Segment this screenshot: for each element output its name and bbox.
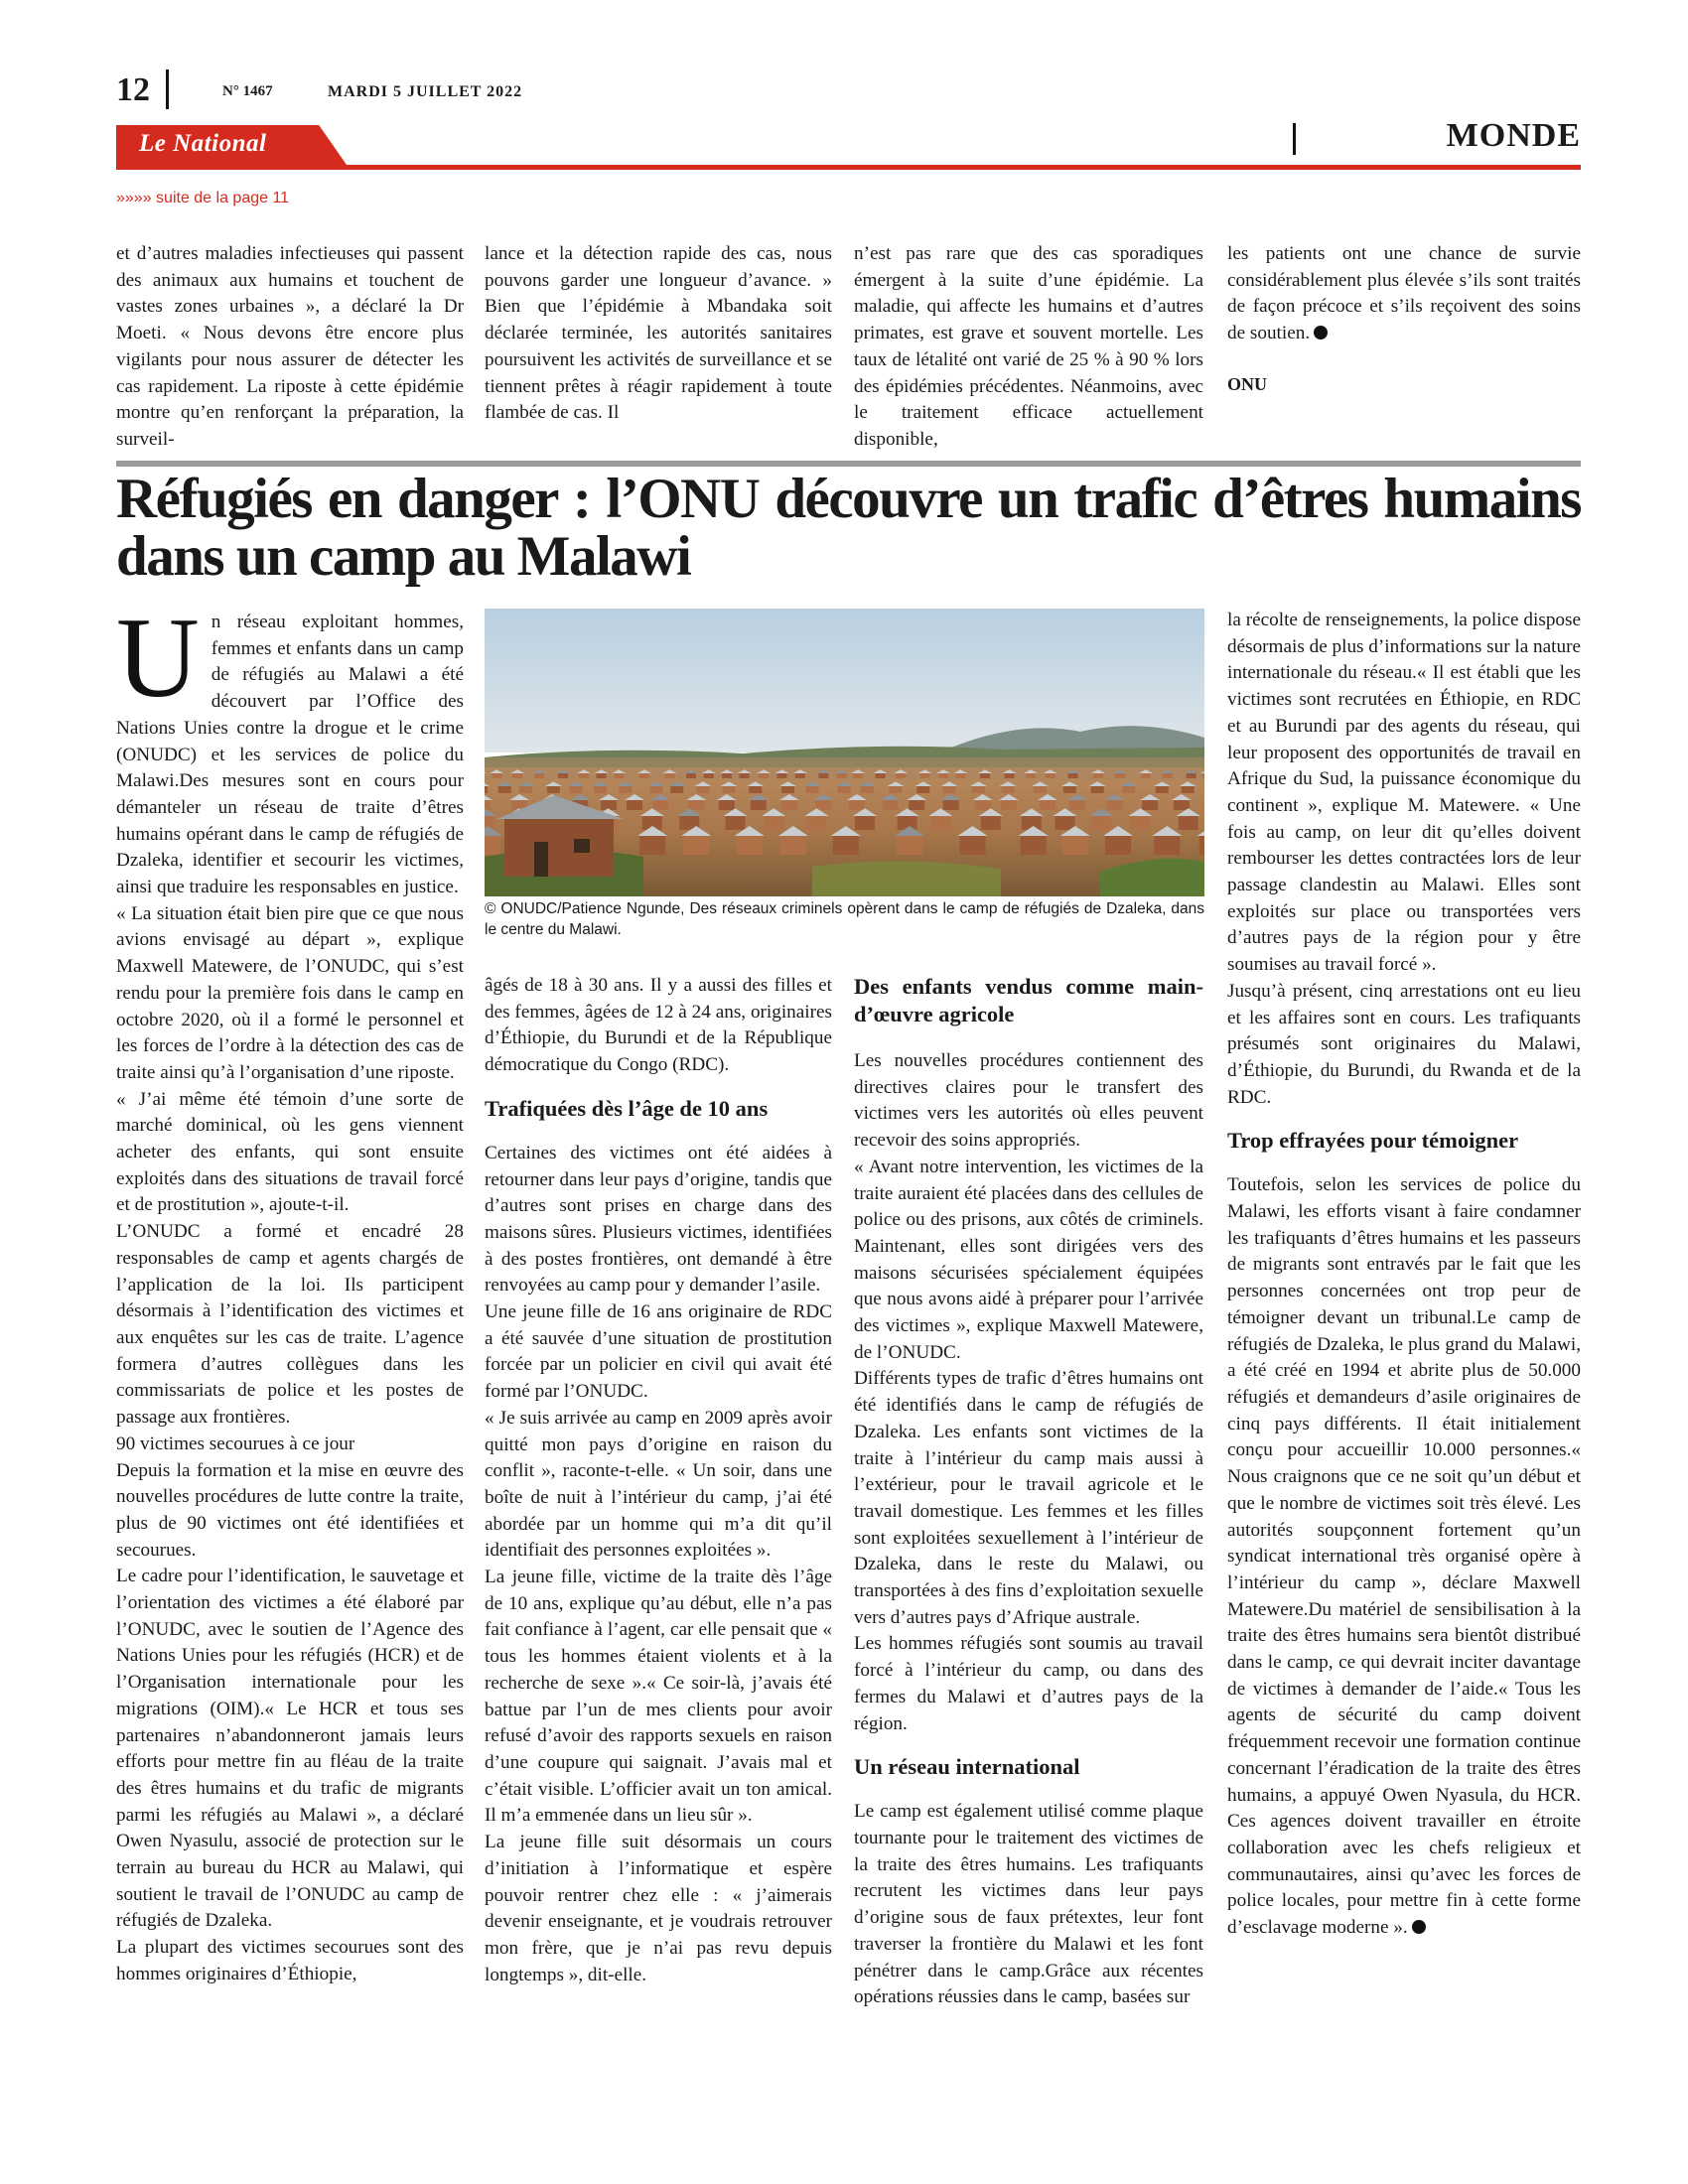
paragraph-text: Toutefois, selon les services de police du Malawi, les efforts visant à faire condamner les trafiquants d’êtres humains et les passeurs de migrants sont entravés par le fait que les personnes concernées ont trop peur de témoigner devant un tribunal.Le camp de réfugiés de Dzaleka, le plus grand du Malawi, a été créé en 1994 et abrite plus de 50.000 réfugiés et demandeurs d’asile originaires de cinq pays différents. Il était initialement conçu pour accueillir 10.000 personnes.« Nous craignons que ce ne soit qu’un début et que le nombre de victimes soit très élevé. Les autorités soupçonnent fortement qu’un syndicat international très organisé opère à l’intérieur du camp », déclare Maxwell Matewere.Du matériel de sensibilisation à la traite des êtres humains sera bientôt distribué dans le camp, ce qui devrait inciter davantage de victimes à demander de l’aide.« Tous les agents de sécurité du camp doivent fréquemment recevoir une formation continue concernant l’éradication de la traite des êtres humains, a appuyé Owen Nyasula, du HCR. Ces agences doivent travailler en étroite collaboration avec les chefs religieux et communautaires, ainsi qu’avec les forces de police locales, pour mettre fin à cette forme d’esclavage moderne ». [1227, 1174, 1581, 1939]
paragraph: « J’ai même été témoin d’une sorte de marché dominical, où les gens viennent acheter des enfants, qui sont ensuite exploités dans des situations de travail forcé et de prostitution », ajoute-t-il. [116, 1088, 464, 1216]
paragraph: n’est pas rare que des cas sporadiques émergent à la suite d’une épidémie. La maladie, qui affecte les humains et d’autres primates, est grave et souvent mortelle. Les taux de létalité ont varié de 25 % à 90 % lors des épidémies précédentes. Néanmoins, avec le traitement efficace actuellement disponible, [854, 243, 1203, 450]
drop-cap: U [116, 595, 200, 722]
paragraph: « Je suis arrivée au camp en 2009 après avoir quitté mon pays d’origine en raison du conflit », raconte-t-elle. « Un soir, dans une boîte de nuit à l’intérieur du camp, j’ai été abordée par un homme qui m’a dit qu’il identifiait des personnes exploitées ». [485, 1407, 832, 1562]
paragraph: L’ONUDC a formé et encadré 28 responsables de camp et agents chargés de l’application de la loi. Ils participent désormais à l’identification des victimes et aux enquêtes sur les cas de traite. L’agence formera d’autres collègues dans les commissariats de police et les postes de passage aux frontières. [116, 1221, 464, 1429]
paragraph: « La situation était bien pire que ce que nous avions envisagé au départ », explique Maxwell Matewere, de l’ONUDC, qui s’est rendu pour la première fois dans le camp en octobre 2020, où il a formé le personnel et les forces de l’ordre à la détection des cas de traite ainsi qu’à l’organisation d’une riposte. [116, 902, 464, 1083]
headline: Réfugiés en danger : l’ONU découvre un trafic d’êtres humains dans un camp au Malawi [116, 468, 1581, 588]
subheading: Des enfants vendus comme main-d’œuvre agricole [854, 974, 1203, 1026]
paragraph: La jeune fille suit désormais un cours d’initiation à l’informatique et espère pouvoir rentrer chez elle : « j’aimerais devenir enseignante, et je voudrais retrouver mon frère, que je n’ai pas revu depuis longtemps », dit-elle. [485, 1832, 832, 1985]
brand-name: Le National [139, 130, 267, 157]
paragraph: et d’autres maladies infectieuses qui passent des animaux aux humains et touchent de vastes zones urbaines », a déclaré la Dr Moeti. « Nous devons être encore plus vigilants pour nous assurer de détecter les cas rapidement. La riposte à cette épidémie montre qu’en renforçant la préparation, la surveil- [116, 243, 464, 450]
article-col4 [1227, 608, 1581, 1942]
paragraph: Les hommes réfugiés sont soumis au travail forcé à l’intérieur du camp, ou dans des fermes du Malawi et d’autres pays de la région. [854, 1633, 1203, 1734]
paragraph: Depuis la formation et la mise en œuvre des nouvelles procédures de lutte contre la traite, plus de 90 victimes ont été identifiées et secourues. [116, 1459, 464, 1561]
end-mark-icon [1314, 326, 1328, 340]
paragraph: Les nouvelles procédures contiennent des directives claires pour le transfert des victimes vers les autorités où elles peuvent recevoir des soins appropriés. [854, 1050, 1203, 1152]
section-divider [1293, 123, 1296, 155]
top-article-col1 [116, 241, 464, 454]
subheading: Trop effrayées pour témoigner [1227, 1128, 1519, 1154]
article-signature: ONU [1227, 373, 1267, 394]
refugee-camp-photo [485, 609, 1204, 896]
paragraph: la récolte de renseignements, la police dispose désormais de plus d’informations sur la nature internationale du réseau.« Il est établi que les victimes sont recrutées en Éthiopie, en RDC et au Burundi par des agents du réseau, qui leur proposent des opportunités de travail en Afrique du Sud, la puissance économique du continent », explique M. Matewere. « Une fois au camp, on leur dit qu’elles doivent rembourser les dettes contractées lors de leur passage clandestin au Malawi. Elles sont exploités sur place ou transportées vers d’autres pays de la région pour y être soumises au travail forcé ». [1227, 610, 1581, 976]
article-col3 [854, 973, 1203, 2011]
paragraph-text: les patients ont une chance de survie considérablement plus élevée s’ils sont traités de façon précoce et s’ils reçoivent des soins de soutien. [1227, 243, 1581, 344]
paragraph: 90 victimes secourues à ce jour [116, 1433, 355, 1454]
paragraph [1227, 1172, 1581, 1941]
end-mark-icon [1412, 1920, 1426, 1934]
paragraph: « Avant notre intervention, les victimes de la traite auraient été placées dans des cellules de police ou des prisons, aux côtés de criminels. Maintenant, elles sont dirigées vers des maisons sécurisées spécialement équipées que nous avons aidé à préparer pour l’arrivée des victimes », explique Maxwell Matewere, de l’ONUDC. [854, 1156, 1203, 1363]
article-col1 [116, 595, 464, 1988]
paragraph: Le camp est également utilisé comme plaque tournante pour le traitement des victimes de la traite des êtres humains. Les trafiquants recrutent les victimes dans leur pays d’origine sous de faux prétextes, leur font traverser la frontière du Malawi et les font pénétrer dans le camp.Grâce aux récentes opérations réussies dans le camp, basées sur [854, 1801, 1203, 2008]
top-article-col2 [485, 241, 832, 427]
subheading: Trafiquées dès l’âge de 10 ans [485, 1095, 769, 1121]
paragraph: La plupart des victimes secourues sont des hommes originaires d’Éthiopie, [116, 1937, 464, 1984]
paragraph: Le cadre pour l’identification, le sauvetage et l’orientation des victimes a été élaboré par l’ONUDC, avec le soutien de l’Agence des Nations Unies pour les réfugiés (HCR) et de l’Organisation internationale pour les migrations (OIM).« Le HCR et tous ses partenaires n’abandonneront jamais leurs efforts pour mettre fin au fléau de la traite des êtres humains et du trafic de migrants parmi les réfugiés au Malawi », a déclaré Owen Nyasulu, associé de protection sur le terrain au bureau du HCR au Malawi, qui soutient le travail de l’ONUDC au camp de réfugiés de Dzaleka. [116, 1566, 464, 1932]
paragraph: Différents types de trafic d’êtres humains ont été identifiés dans le camp de réfugiés de Dzaleka. Les enfants sont victimes de la traite à l’intérieur du camp mais aussi à l’extérieur, pour le travail agricole et le travail domestique. Les femmes et les filles sont exploitées sexuellement à l’intérieur de Dzaleka, dans le reste du Malawi, ou transportées à des fins d’exploitation sexuelle vers d’autres pays d’Afrique australe. [854, 1368, 1203, 1628]
photo-caption: © ONUDC/Patience Ngunde, Des réseaux criminels opèrent dans le camp de réfugiés de Dzaleka, dans le centre du Malawi. [485, 900, 1204, 938]
page-number: 12 [116, 71, 150, 108]
paragraph: Une jeune fille de 16 ans originaire de RDC a été sauvée d’une situation de prostitution forcée par un policier en civil qui avait été formé par l’ONUDC. [485, 1301, 832, 1403]
top-article-col3 [854, 241, 1203, 454]
header-rule [116, 165, 1581, 170]
paragraph: Certaines des victimes ont été aidées à retourner dans leur pays d’origine, tandis que d’autres sont prises en charge dans des maisons sûres. Plusieurs victimes, identifiées à des postes frontières, ont demandé à être renvoyées au camp pour y demander l’asile. [485, 1142, 832, 1297]
continued-from: »»»» suite de la page 11 [116, 190, 290, 206]
header-divider [166, 69, 169, 109]
paragraph [116, 595, 464, 901]
top-article-col4 [1227, 241, 1581, 398]
paragraph: lance et la détection rapide des cas, nous pouvons garder une longueur d’avance. » Bien que l’épidémie à Mbandaka soit déclarée terminée, les autorités sanitaires poursuivent les activités de surveillance et se tiennent prêtes à réagir rapidement à toute flambée de cas. Il [485, 243, 832, 424]
section-label: MONDE [1446, 117, 1581, 154]
paragraph: La jeune fille, victime de la traite dès l’âge de 10 ans, explique qu’au début, elle n’a pas fait confiance à l’agent, car elle pensait que « tous les hommes étaient violents et à la recherche de sexe ».« Ce soir-là, j’avais été battue par l’un de mes clients pour avoir refusé d’avoir des rapports sexuels en raison d’une coupure qui saignait. J’avais mal et c’était visible. L’officier avait un ton amical. Il m’a emmenée dans un lieu sûr ». [485, 1567, 832, 1827]
issue-number: N° 1467 [222, 83, 273, 99]
paragraph: âgés de 18 à 30 ans. Il y a aussi des filles et des femmes, âgées de 12 à 24 ans, originaires d’Éthiopie, du Burundi et de la République démocratique du Congo (RDC). [485, 975, 832, 1076]
article-col2 [485, 973, 832, 1988]
subheading: Un réseau international [854, 1754, 1080, 1780]
article-separator [116, 461, 1581, 467]
paragraph-text: n réseau exploitant hommes, femmes et enfants dans un camp de réfugiés au Malawi a été découvert par l’Office des Nations Unies contre la drogue et le crime (ONUDC) et les services de police du Malawi.Des mesures sont en cours pour démanteler un réseau de traite d’êtres humains opérant dans le camp de réfugiés de Dzaleka, identifier et secourir les victimes, ainsi que traduire les responsables en justice. [116, 612, 464, 898]
paragraph [1227, 241, 1581, 347]
issue-date: MARDI 5 JUILLET 2022 [328, 83, 523, 100]
paragraph: Jusqu’à présent, cinq arrestations ont eu lieu et les affaires sont en cours. Les trafiquants présumés sont originaires du Malawi, d’Éthiopie, du Burundi, du Rwanda et de la RDC. [1227, 980, 1581, 1108]
